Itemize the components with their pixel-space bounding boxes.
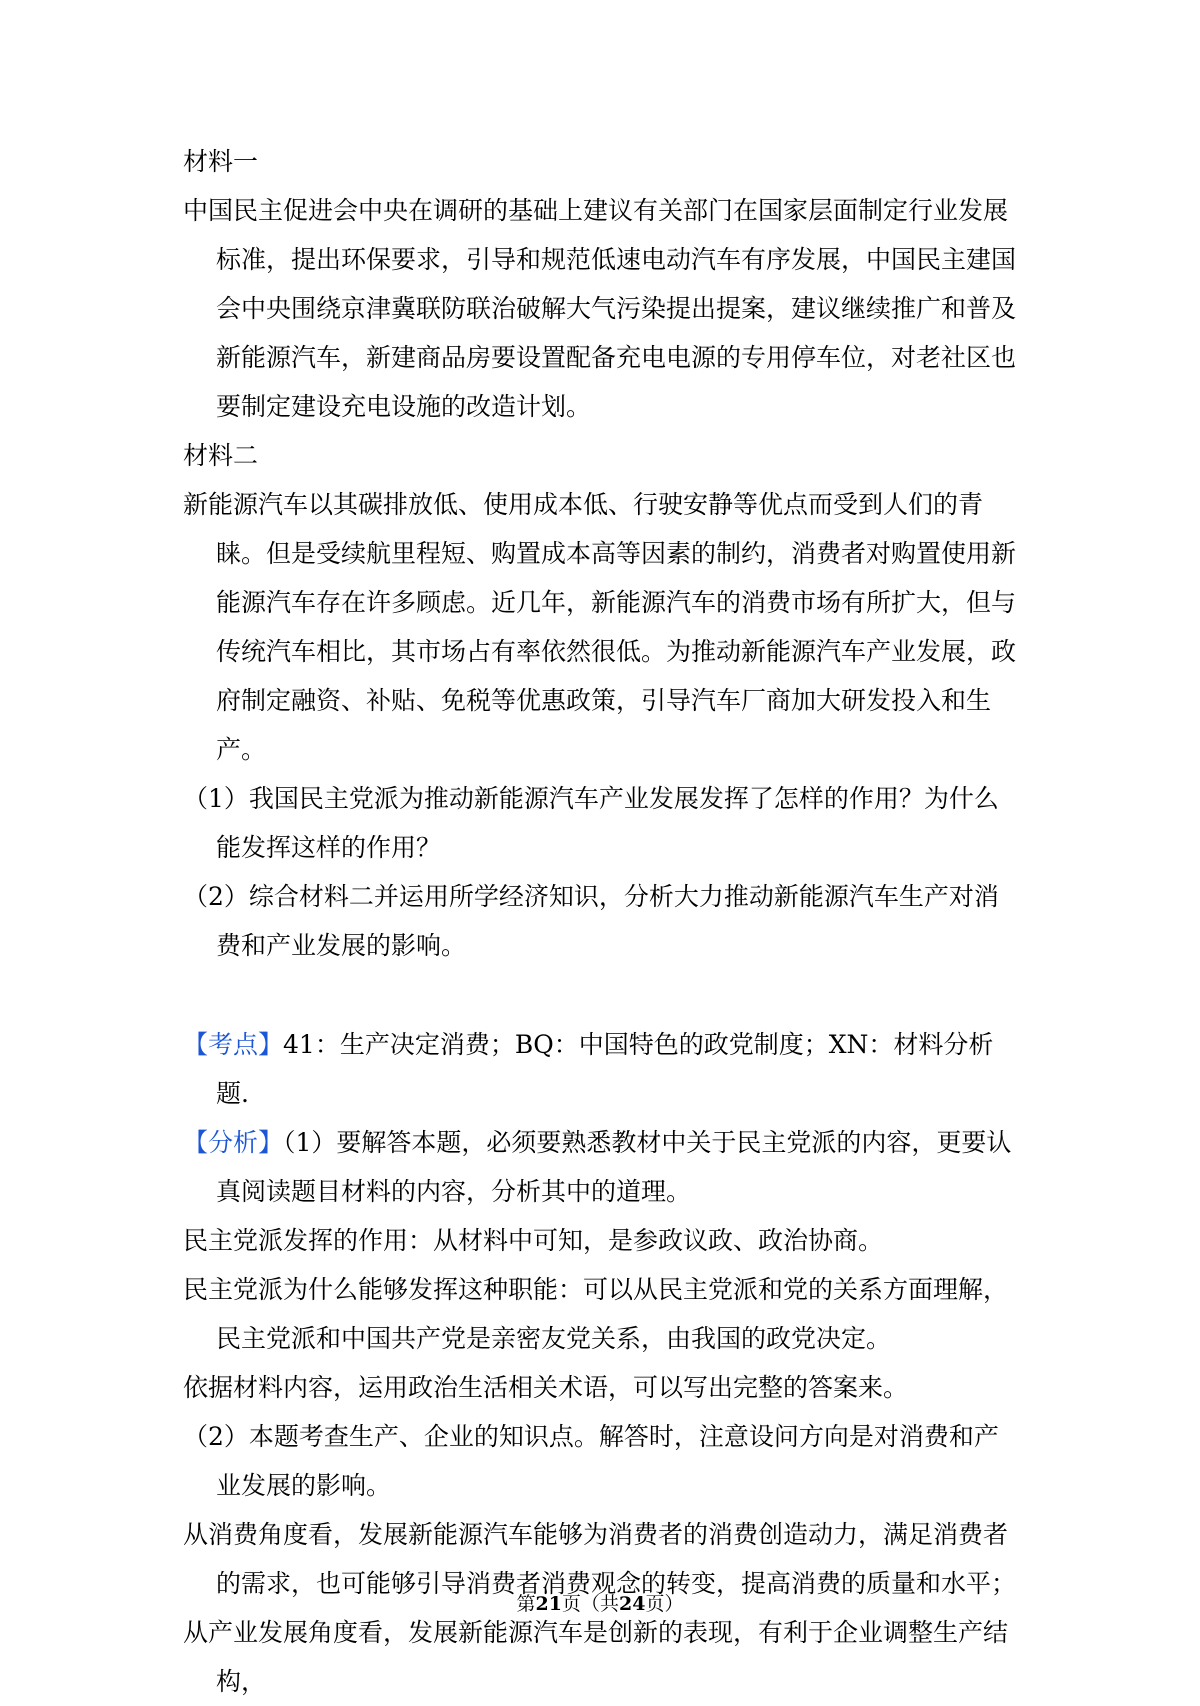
footer-prefix: 第 xyxy=(516,1593,536,1615)
fenxi-paragraph xyxy=(183,1118,1023,1216)
material-1-title: 材料一 xyxy=(183,147,259,176)
fenxi-label: 【分析】 xyxy=(183,1128,284,1157)
material-1-text: 中国民主促进会中央在调研的基础上建议有关部门在国家层面制定行业发展标准，提出环保要求，引导和规范低速电动汽车有序发展，中国民主建国会中央围绕京津冀联防联治破解大气污染提出提案，建议继续推广和普及新能源汽车，新建商品房要设置配备充电电源的专用停车位，对老社区也要制定建设充电设施的改造计划。 xyxy=(183,196,1017,421)
analysis-paragraph: 民主党派发挥的作用：从材料中可知，是参政议政、政治协商。 xyxy=(183,1226,884,1255)
analysis-paragraph: 从消费角度看，发展新能源汽车能够为消费者的消费创造动力，满足消费者的需求，也可能够引导消费者消费观念的转变，提高消费的质量和水平； xyxy=(183,1520,1017,1598)
footer-total-pages: 24 xyxy=(619,1593,646,1615)
analysis-paragraph: （2）本题考查生产、企业的知识点。解答时，注意设问方向是对消费和产业发展的影响。 xyxy=(183,1422,999,1500)
kaodian-label: 【考点】 xyxy=(183,1030,284,1059)
kaodian-text: 41：生产决定消费；BQ：中国特色的政党制度；XN：材料分析题. xyxy=(216,1030,994,1108)
page-footer xyxy=(0,1592,1200,1616)
analysis-paragraph: 民主党派为什么能够发挥这种职能：可以从民主党派和党的关系方面理解，民主党派和中国共产党是亲密友党关系，由我国的政党决定。 xyxy=(183,1275,1009,1353)
analysis-paragraph: 从产业发展角度看，发展新能源汽车是创新的表现，有利于企业调整生产结构， xyxy=(183,1618,1009,1696)
analysis-paragraph: 依据材料内容，运用政治生活相关术语，可以写出完整的答案来。 xyxy=(183,1373,909,1402)
question-2: （2）综合材料二并运用所学经济知识，分析大力推动新能源汽车生产对消费和产业发展的影响。 xyxy=(183,882,999,960)
kaodian-paragraph xyxy=(183,1020,1023,1118)
section-gap xyxy=(183,970,1023,1020)
footer-page-number: 21 xyxy=(535,1593,562,1615)
material-2-text: 新能源汽车以其碳排放低、使用成本低、行驶安静等优点而受到人们的青睐。但是受续航里程短、购置成本高等因素的制约，消费者对购置使用新能源汽车存在许多顾虑。近几年，新能源汽车的消费市场有所扩大，但与传统汽车相比，其市场占有率依然很低。为推动新能源汽车产业发展，政府制定融资、补贴、免税等优惠政策，引导汽车厂商加大研发投入和生产。 xyxy=(183,490,1017,764)
footer-suffix: 页） xyxy=(645,1593,684,1615)
footer-middle: 页（共 xyxy=(561,1593,619,1615)
material-2-title: 材料二 xyxy=(183,441,259,470)
question-1: （1）我国民主党派为推动新能源汽车产业发展发挥了怎样的作用？为什么能发挥这样的作用？ xyxy=(183,784,999,862)
document-body xyxy=(183,137,1023,1706)
fenxi-text: （1）要解答本题，必须要熟悉教材中关于民主党派的内容，更要认真阅读题目材料的内容，分析其中的道理。 xyxy=(216,1128,1012,1206)
